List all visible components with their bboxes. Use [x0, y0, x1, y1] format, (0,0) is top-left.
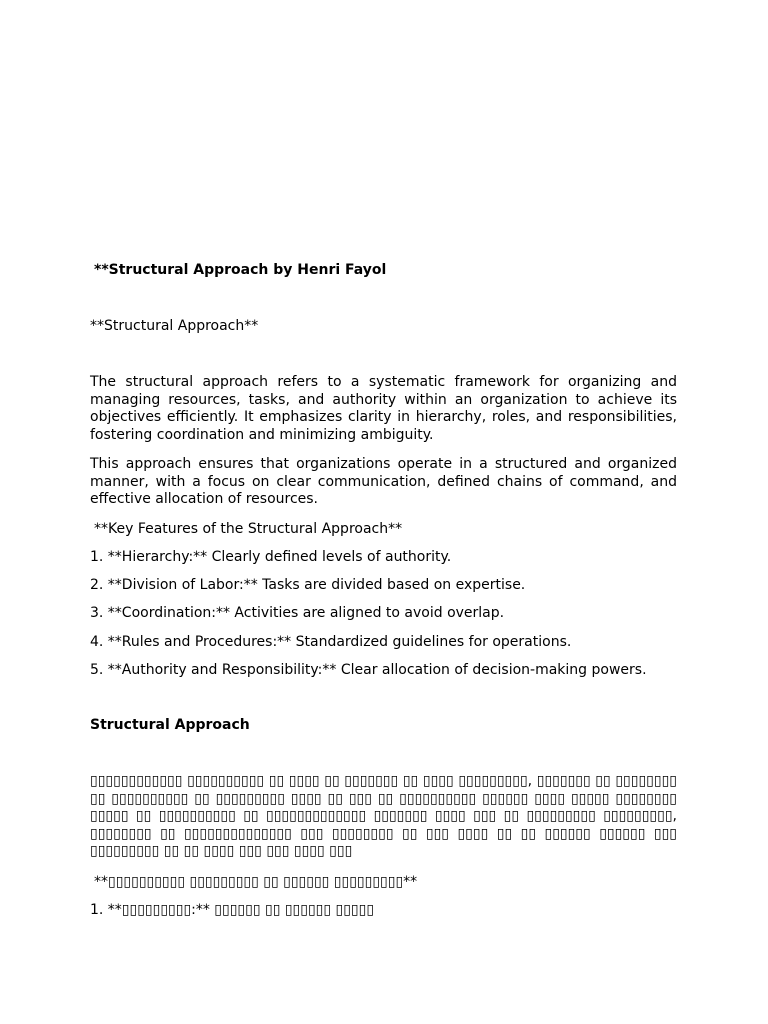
unrendered-paragraph: ▯▯▯▯▯▯▯▯▯▯▯▯ ▯▯▯▯▯▯▯▯▯▯ ▯▯ ▯▯▯▯ ▯▯ ▯▯▯▯▯▯▯ ▯▯ ▯▯▯▯ ▯▯▯▯▯▯▯▯▯, ▯▯▯▯▯▯▯ ▯▯ ▯▯▯▯▯▯▯▯ ▯▯ ▯▯▯▯▯▯▯▯▯▯ ▯▯ ▯▯▯▯▯▯▯▯▯ ▯▯▯▯ ▯▯ ▯▯▯ ▯▯ ▯▯▯▯▯▯▯▯▯▯ ▯▯▯▯▯▯ ▯▯▯▯ ▯▯▯▯▯ ▯▯▯▯▯▯▯▯ ▯▯▯▯▯ ▯▯ ▯▯▯▯▯▯▯▯▯▯ ▯▯ ▯▯▯▯▯▯▯▯▯▯▯▯▯ ▯▯▯▯▯▯▯ ▯▯▯▯ ▯▯▯ ▯▯ ▯▯▯▯▯▯▯▯▯ ▯▯▯▯▯▯▯▯▯, ▯▯▯▯▯▯▯▯ ▯▯ ▯▯▯▯▯▯▯▯▯▯▯▯▯▯ ▯▯▯ ▯▯▯▯▯▯▯▯ ▯▯ ▯▯▯ ▯▯▯▯ ▯▯ ▯▯ ▯▯▯▯▯▯ ▯▯▯▯▯▯ ▯▯▯ ▯▯▯▯▯▯▯▯▯ ▯▯ ▯▯ ▯▯▯▯ ▯▯▯ ▯▯▯ ▯▯▯▯ ▯▯▯: [90, 773, 677, 860]
section-heading: Structural Approach: [90, 717, 250, 733]
feature-item: 3. **Coordination:** Activities are aligned to avoid overlap.: [90, 605, 505, 621]
feature-item-2: 1. **▯▯▯▯▯▯▯▯▯:** ▯▯▯▯▯▯ ▯▯ ▯▯▯▯▯▯ ▯▯▯▯▯: [90, 902, 375, 918]
section-subheading: **Structural Approach**: [90, 318, 259, 334]
feature-item: 2. **Division of Labor:** Tasks are divided based on expertise.: [90, 577, 526, 593]
key-features-heading-2: **▯▯▯▯▯▯▯▯▯▯ ▯▯▯▯▯▯▯▯▯ ▯▯ ▯▯▯▯▯▯ ▯▯▯▯▯▯▯▯▯**: [94, 874, 418, 890]
feature-item: 5. **Authority and Responsibility:** Clear allocation of decision-making powers.: [90, 662, 647, 678]
key-features-heading: **Key Features of the Structural Approach**: [94, 521, 403, 537]
feature-item: 4. **Rules and Procedures:** Standardized guidelines for operations.: [90, 634, 572, 650]
document-title: **Structural Approach by Henri Fayol: [94, 262, 387, 278]
feature-item: 1. **Hierarchy:** Clearly defined levels of authority.: [90, 549, 452, 565]
second-paragraph: This approach ensures that organizations operate in a structured and organized manner, with a focus on clear communication, defined chains of command, and effective allocation of resources.: [90, 456, 677, 508]
intro-paragraph: The structural approach refers to a systematic framework for organizing and managing resources, tasks, and authority within an organization to achieve its objectives efficiently. It emphasizes clarity in hierarchy, roles, and responsibilities, fostering coordination and minimizing ambiguity.: [90, 374, 677, 443]
